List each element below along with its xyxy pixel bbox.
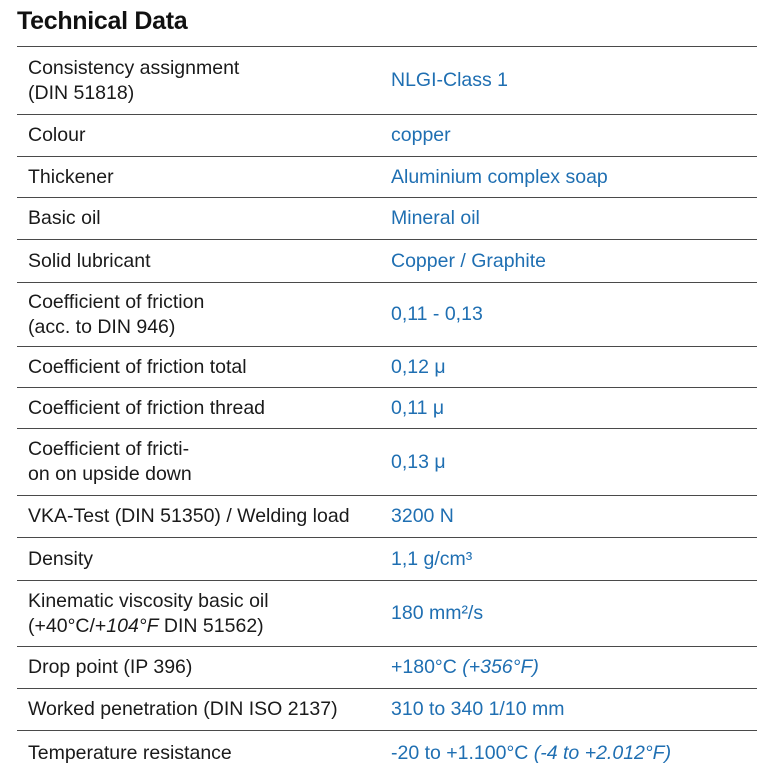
row-value: 0,11 μ bbox=[391, 396, 445, 419]
row-label-line: Coefficient of friction bbox=[28, 290, 205, 313]
value-fragment: +180°C bbox=[391, 656, 463, 678]
label-fragment: DIN 51562) bbox=[158, 614, 264, 637]
table-row bbox=[17, 347, 757, 388]
row-label: Density bbox=[28, 547, 94, 570]
row-label-line: Coefficient of fricti- bbox=[28, 438, 190, 460]
value-fragment-italic: (+356°F) bbox=[462, 656, 539, 678]
row-value: 0,11 - 0,13 bbox=[391, 303, 483, 325]
row-label-line bbox=[28, 614, 390, 639]
row-label: Temperature resistance bbox=[28, 741, 232, 764]
table-row bbox=[17, 731, 757, 775]
row-label: Worked penetration (DIN ISO 2137) bbox=[28, 698, 338, 720]
row-label bbox=[17, 56, 390, 106]
row-value: 310 to 340 1/10 mm bbox=[391, 698, 565, 720]
row-value: Aluminium complex soap bbox=[391, 165, 608, 188]
table-row bbox=[17, 647, 757, 689]
row-label-line: Kinematic viscosity basic oil bbox=[28, 589, 269, 612]
row-label: Coefficient of friction total bbox=[28, 355, 247, 378]
row-label: Solid lubricant bbox=[28, 249, 151, 272]
row-value bbox=[390, 655, 757, 680]
row-label bbox=[17, 589, 390, 639]
row-value: 1,1 g/cm³ bbox=[391, 547, 473, 570]
row-value bbox=[390, 741, 757, 766]
row-label: Basic oil bbox=[28, 207, 101, 229]
row-label: VKA-Test (DIN 51350) / Welding load bbox=[28, 505, 350, 527]
table-row bbox=[17, 689, 757, 731]
row-label: Drop point (IP 396) bbox=[28, 656, 193, 678]
row-label: Coefficient of friction thread bbox=[28, 396, 266, 419]
technical-data-table bbox=[17, 46, 757, 775]
label-fragment-italic: 104°F bbox=[106, 614, 159, 637]
row-label bbox=[17, 437, 390, 487]
page-title: Technical Data bbox=[17, 7, 188, 35]
label-fragment: (+40°C/+ bbox=[28, 614, 107, 637]
row-value: 0,13 μ bbox=[391, 450, 446, 473]
value-fragment: -20 to +1.100°C bbox=[391, 741, 534, 764]
table-row bbox=[17, 198, 757, 240]
row-value: 3200 N bbox=[391, 505, 454, 527]
table-row bbox=[17, 496, 757, 538]
table-row bbox=[17, 538, 757, 581]
row-label: Colour bbox=[28, 124, 86, 146]
row-value: Copper / Graphite bbox=[391, 249, 547, 272]
row-value: NLGI-Class 1 bbox=[391, 69, 509, 91]
table-row bbox=[17, 47, 757, 115]
table-row bbox=[17, 115, 757, 157]
row-label-line: on on upside down bbox=[28, 463, 192, 485]
table-row bbox=[17, 581, 757, 647]
row-value: 0,12 μ bbox=[391, 355, 446, 378]
table-row bbox=[17, 283, 757, 347]
table-row bbox=[17, 388, 757, 429]
row-label-line: Consistency assignment bbox=[28, 56, 240, 79]
row-value: copper bbox=[391, 124, 451, 146]
table-row bbox=[17, 157, 757, 198]
value-fragment-italic: (-4 to +2.012°F) bbox=[533, 741, 672, 764]
row-label: Thickener bbox=[28, 165, 114, 188]
table-row bbox=[17, 240, 757, 283]
table-row bbox=[17, 429, 757, 496]
row-value: Mineral oil bbox=[391, 207, 480, 229]
row-label-line: (acc. to DIN 946) bbox=[28, 315, 176, 338]
row-value: 180 mm²/s bbox=[391, 602, 484, 624]
row-label-line: (DIN 51818) bbox=[28, 81, 135, 104]
row-label bbox=[17, 290, 390, 340]
